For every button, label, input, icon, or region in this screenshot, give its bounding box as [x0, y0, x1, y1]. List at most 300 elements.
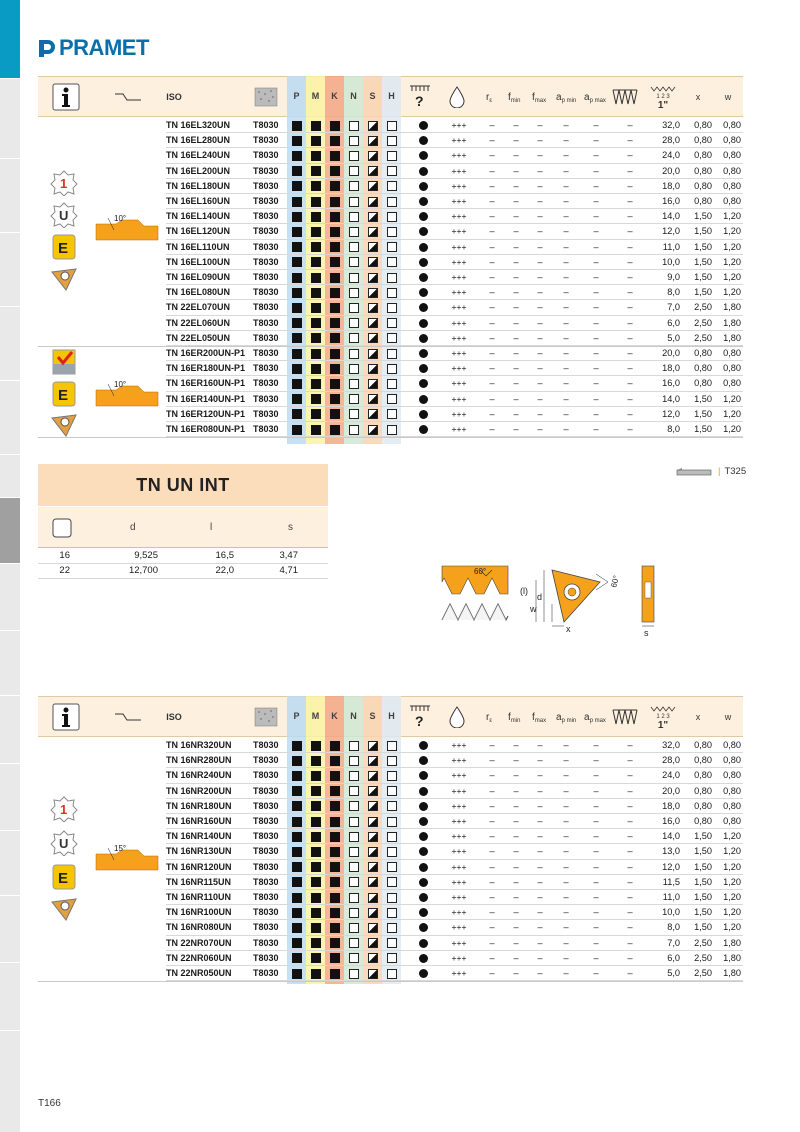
rating: +++ — [451, 393, 467, 404]
material-h-suitability — [387, 938, 397, 948]
label-s: s — [644, 628, 649, 638]
empty-value: – — [593, 937, 599, 948]
group-separator — [38, 437, 743, 438]
empty-value: – — [489, 424, 495, 434]
thread-angle-label: 60° — [474, 567, 487, 576]
tpi-label: 1" — [657, 99, 669, 111]
empty-value: – — [593, 211, 599, 222]
material-s-suitability — [368, 257, 378, 267]
grade: T8030 — [253, 135, 279, 146]
material-n-suitability — [349, 303, 359, 313]
empty-value: – — [627, 165, 633, 176]
product-code: TN 16EL090UN — [166, 272, 231, 282]
material-p-suitability — [292, 817, 302, 827]
empty-value: – — [489, 800, 495, 811]
pitch-value: 5,0 — [667, 968, 680, 978]
material-h-suitability — [387, 801, 397, 811]
material-n-header: N — [344, 696, 363, 984]
material-p-suitability — [292, 832, 302, 842]
empty-value: – — [513, 740, 519, 750]
empty-value: – — [563, 907, 569, 918]
insert-shape-icon — [50, 266, 78, 292]
table-row[interactable] — [166, 133, 743, 148]
insert-square-icon — [50, 516, 74, 540]
empty-value: – — [563, 816, 569, 826]
material-k-suitability — [330, 969, 340, 979]
header-fmin-symbol: f — [508, 711, 511, 723]
empty-value: – — [563, 937, 569, 948]
material-s-suitability — [368, 817, 378, 827]
material-n-suitability — [349, 969, 359, 979]
table-row[interactable] — [166, 951, 743, 966]
pitch-value: 18,0 — [662, 800, 680, 811]
header-fmax-symbol: f — [532, 711, 535, 723]
empty-value: – — [513, 393, 519, 404]
material-s-suitability — [368, 288, 378, 298]
coolant-dot — [419, 832, 428, 841]
material-p-suitability — [292, 333, 302, 343]
material-n-suitability — [349, 242, 359, 252]
material-m-suitability — [311, 333, 321, 343]
rating: +++ — [451, 317, 467, 328]
material-s-suitability — [368, 212, 378, 222]
brand-name: PRAMET — [59, 35, 149, 60]
table-row[interactable] — [166, 300, 743, 315]
dimension-table-title: TN UN INT — [38, 464, 328, 506]
table-row[interactable] — [166, 240, 743, 255]
empty-value: – — [593, 256, 599, 267]
material-n-suitability — [349, 953, 359, 963]
info-icon[interactable] — [46, 77, 86, 117]
product-code: TN 22EL070UN — [166, 302, 231, 313]
empty-value: – — [593, 892, 599, 902]
material-n-suitability — [349, 288, 359, 298]
empty-value: – — [627, 770, 633, 781]
empty-value: – — [513, 272, 519, 282]
pitch-value: 14,0 — [662, 211, 680, 222]
material-m-suitability — [311, 877, 321, 887]
empty-value: – — [513, 968, 519, 978]
empty-value: – — [537, 378, 543, 389]
material-m-suitability — [311, 288, 321, 298]
empty-value: – — [537, 408, 543, 419]
w-value: 1,20 — [723, 256, 741, 267]
coolant-dot — [419, 893, 428, 902]
empty-value: – — [489, 150, 495, 161]
table-row[interactable] — [166, 829, 743, 844]
w-value: 0,80 — [723, 378, 741, 389]
empty-value: – — [563, 846, 569, 857]
material-k-suitability — [330, 908, 340, 918]
material-k-suitability — [330, 181, 340, 191]
material-s-suitability — [368, 801, 378, 811]
empty-value: – — [537, 740, 543, 750]
empty-value: – — [627, 272, 633, 282]
pitch-value: 8,0 — [667, 922, 680, 933]
table-row[interactable] — [166, 194, 743, 209]
material-s-suitability — [368, 893, 378, 903]
material-m-suitability — [311, 893, 321, 903]
one-pass-icon — [50, 796, 78, 822]
material-p-suitability — [292, 121, 302, 131]
material-p-suitability — [292, 303, 302, 313]
empty-value: – — [627, 861, 633, 872]
coolant-dot — [419, 243, 428, 252]
product-code: TN 16NR110UN — [166, 892, 232, 902]
coolant-dot — [419, 167, 428, 176]
pitch-value: 7,0 — [667, 937, 680, 948]
header-fmax-symbol: f — [532, 91, 535, 103]
empty-value: – — [489, 846, 495, 857]
table-row[interactable] — [166, 422, 743, 437]
table-row[interactable] — [166, 255, 743, 270]
grade: T8030 — [253, 226, 279, 237]
rating: +++ — [451, 907, 467, 918]
empty-value: – — [513, 287, 519, 298]
header-rc-subscript: ε — [489, 98, 493, 104]
empty-value: – — [537, 256, 543, 267]
x-value: 1,50 — [694, 876, 712, 887]
empty-value: – — [513, 165, 519, 176]
product-code: TN 16NR160UN — [166, 816, 232, 826]
coolant-dot — [419, 136, 428, 145]
empty-value: – — [513, 363, 519, 374]
tpi-thread-icon — [650, 704, 676, 714]
header-apmax-symbol: a — [584, 711, 590, 723]
coolant-dot — [419, 939, 428, 948]
grade: T8030 — [253, 393, 279, 404]
empty-value: – — [489, 241, 495, 252]
empty-value: – — [537, 287, 543, 298]
empty-value: – — [593, 196, 599, 206]
empty-value: – — [627, 256, 633, 267]
material-p-suitability — [292, 288, 302, 298]
material-m-suitability — [311, 166, 321, 176]
empty-value: – — [537, 135, 543, 146]
product-code: TN 16EL100UN — [166, 256, 231, 267]
material-s-suitability — [368, 349, 378, 359]
table-row[interactable] — [166, 179, 743, 194]
grade: T8030 — [253, 256, 279, 267]
empty-value: – — [563, 363, 569, 374]
table-row[interactable] — [166, 270, 743, 285]
empty-value: – — [537, 211, 543, 222]
empty-value: – — [537, 165, 543, 176]
grade: T8030 — [253, 755, 279, 766]
rating: +++ — [451, 211, 467, 222]
material-p-suitability — [292, 379, 302, 389]
page-number: T166 — [38, 1098, 61, 1109]
table-row[interactable] — [166, 860, 743, 875]
empty-value: – — [513, 408, 519, 419]
grade: T8030 — [253, 150, 279, 161]
empty-value: – — [489, 302, 495, 313]
header-fmin-subscript: min — [510, 718, 521, 724]
insert-side-view — [642, 566, 654, 638]
x-value: 1,50 — [694, 256, 712, 267]
coolant-dot — [419, 425, 428, 434]
empty-value: – — [593, 770, 599, 781]
brand-logo — [38, 36, 149, 60]
grade: T8030 — [253, 770, 279, 781]
product-code: TN 16NR130UN — [166, 846, 232, 857]
x-value: 1,50 — [694, 287, 712, 298]
coolant-dot — [419, 954, 428, 963]
table-row[interactable] — [166, 118, 743, 133]
header-rc-symbol: r — [486, 711, 490, 723]
x-value: 0,80 — [694, 770, 712, 781]
tpi-numbers: 1 2 3 — [656, 93, 670, 100]
material-p-suitability — [292, 908, 302, 918]
help-insert-icon[interactable] — [405, 697, 435, 737]
empty-value: – — [537, 922, 543, 933]
pitch-value: 8,0 — [667, 424, 680, 434]
w-value: 0,80 — [723, 165, 741, 176]
product-code: TN 16NR240UN — [166, 770, 232, 781]
product-code: TN 16EL080UN — [166, 287, 231, 298]
material-s-suitability — [368, 242, 378, 252]
material-s-suitability — [368, 923, 378, 933]
material-k-suitability — [330, 121, 340, 131]
table-row[interactable] — [166, 920, 743, 935]
material-n-suitability — [349, 786, 359, 796]
rating: +++ — [451, 937, 467, 948]
empty-value: – — [537, 120, 543, 130]
material-h-suitability — [387, 136, 397, 146]
header-apmin-subscript: p min — [561, 718, 577, 724]
empty-value: – — [627, 785, 633, 796]
table-row[interactable] — [166, 844, 743, 859]
product-code: TN 22NR050UN — [166, 968, 232, 978]
table-row[interactable] — [166, 753, 743, 768]
table-row[interactable] — [166, 346, 743, 361]
header-apmin-symbol: a — [556, 711, 562, 723]
product-code: TN 16ER160UN-P1 — [166, 378, 246, 389]
side-section-tab[interactable] — [0, 497, 20, 563]
pitch-value: 28,0 — [662, 755, 680, 766]
empty-value: – — [563, 180, 569, 191]
header-apmin — [556, 697, 586, 737]
material-h-suitability — [387, 394, 397, 404]
rating: +++ — [451, 332, 467, 343]
empty-value: – — [627, 408, 633, 419]
material-p-suitability — [292, 409, 302, 419]
rating: +++ — [451, 256, 467, 267]
material-h-suitability — [387, 893, 397, 903]
empty-value: – — [513, 196, 519, 206]
chipbreaker-icon — [50, 349, 78, 375]
empty-value: – — [593, 424, 599, 434]
empty-value: – — [489, 408, 495, 419]
table-row[interactable] — [166, 209, 743, 224]
x-value: 2,50 — [694, 952, 712, 963]
coolant-drop-icon — [445, 697, 469, 737]
empty-value: – — [563, 272, 569, 282]
material-k-suitability — [330, 953, 340, 963]
table-row[interactable] — [166, 148, 743, 163]
table-row[interactable] — [166, 376, 743, 391]
material-m-suitability — [311, 303, 321, 313]
w-value: 1,20 — [723, 393, 741, 404]
coolant-dot — [419, 182, 428, 191]
table-row[interactable] — [166, 316, 743, 331]
rating: +++ — [451, 876, 467, 887]
dim-size: 22 — [59, 565, 70, 576]
material-m-suitability — [311, 318, 321, 328]
material-n-suitability — [349, 425, 359, 435]
side-divider — [0, 232, 20, 233]
table-row[interactable] — [166, 768, 743, 783]
material-p-header: P — [287, 696, 306, 984]
empty-value: – — [593, 135, 599, 146]
material-m-suitability — [311, 756, 321, 766]
table-row[interactable] — [166, 784, 743, 799]
dimension-row — [38, 549, 328, 564]
x-value: 2,50 — [694, 968, 712, 978]
material-p-suitability — [292, 847, 302, 857]
material-k-suitability — [330, 938, 340, 948]
table-row[interactable] — [166, 331, 743, 346]
material-n-suitability — [349, 257, 359, 267]
pitch-value: 11,0 — [662, 241, 680, 252]
material-n-suitability — [349, 923, 359, 933]
empty-value: – — [537, 424, 543, 434]
table-row[interactable] — [166, 361, 743, 376]
material-p-suitability — [292, 349, 302, 359]
material-n-suitability — [349, 318, 359, 328]
table-row[interactable] — [166, 814, 743, 829]
empty-value: – — [513, 922, 519, 933]
empty-value: – — [627, 241, 633, 252]
label-l: (l) — [520, 586, 528, 596]
table-row[interactable] — [166, 966, 743, 981]
material-m-suitability — [311, 364, 321, 374]
material-h-suitability — [387, 333, 397, 343]
w-value: 1,20 — [723, 287, 741, 298]
grade: T8030 — [253, 892, 279, 902]
side-divider — [0, 78, 20, 79]
empty-value: – — [513, 770, 519, 781]
empty-value: – — [489, 135, 495, 146]
empty-value: – — [513, 211, 519, 222]
table-row[interactable] — [166, 905, 743, 920]
table-row[interactable] — [166, 799, 743, 814]
header-fmax-subscript: max — [534, 98, 547, 104]
x-value: 0,80 — [694, 348, 712, 358]
table-row[interactable] — [166, 936, 743, 951]
material-h-suitability — [387, 908, 397, 918]
empty-value: – — [563, 740, 569, 750]
info-icon[interactable] — [46, 697, 86, 737]
svg-text:1: 1 — [60, 802, 68, 817]
material-k-suitability — [330, 151, 340, 161]
empty-value: – — [489, 968, 495, 978]
grade: T8030 — [253, 922, 279, 933]
material-k-suitability — [330, 832, 340, 842]
material-m-suitability — [311, 379, 321, 389]
coolant-dot — [419, 787, 428, 796]
empty-value: – — [563, 241, 569, 252]
empty-value: – — [593, 785, 599, 796]
grade-texture-icon — [251, 77, 281, 117]
table-row[interactable] — [166, 407, 743, 422]
universal-icon — [50, 202, 78, 228]
empty-value: – — [489, 937, 495, 948]
product-code: TN 16EL110UN — [166, 241, 230, 252]
empty-value: – — [593, 317, 599, 328]
material-n-suitability — [349, 181, 359, 191]
x-value: 1,50 — [694, 907, 712, 918]
material-p-suitability — [292, 923, 302, 933]
table-row[interactable] — [166, 392, 743, 407]
material-s-suitability — [368, 877, 378, 887]
x-value: 1,50 — [694, 846, 712, 857]
empty-value: – — [513, 846, 519, 857]
empty-value: – — [513, 892, 519, 902]
material-n-suitability — [349, 771, 359, 781]
table-row[interactable] — [166, 164, 743, 179]
dim-l: 22,0 — [215, 565, 234, 576]
material-p-suitability — [292, 394, 302, 404]
side-divider — [0, 497, 20, 498]
empty-value: – — [563, 135, 569, 146]
material-m-suitability — [311, 938, 321, 948]
insert-profile-nr — [94, 846, 160, 877]
material-k-suitability — [330, 364, 340, 374]
material-m-suitability — [311, 242, 321, 252]
rating: +++ — [451, 287, 467, 298]
empty-value: – — [627, 740, 633, 750]
help-insert-icon[interactable] — [405, 77, 435, 117]
x-value: 0,80 — [694, 135, 712, 146]
coolant-drop-icon — [445, 77, 469, 117]
material-h-suitability — [387, 817, 397, 827]
rating: +++ — [451, 785, 467, 796]
rating: +++ — [451, 226, 467, 237]
empty-value: – — [563, 755, 569, 766]
coolant-dot — [419, 923, 428, 932]
x-value: 0,80 — [694, 363, 712, 374]
pitch-value: 16,0 — [662, 196, 680, 206]
material-p-suitability — [292, 756, 302, 766]
empty-value: – — [537, 272, 543, 282]
material-p-suitability — [292, 181, 302, 191]
grade: T8030 — [253, 287, 279, 298]
side-divider — [0, 158, 20, 159]
coolant-dot — [419, 319, 428, 328]
table-row[interactable] — [166, 224, 743, 239]
material-p-suitability — [292, 953, 302, 963]
pitch-value: 32,0 — [662, 740, 680, 750]
grade: T8030 — [253, 876, 279, 887]
table-row[interactable] — [166, 890, 743, 905]
product-code: TN 22EL060UN — [166, 317, 231, 328]
empty-value: – — [563, 892, 569, 902]
material-k-suitability — [330, 379, 340, 389]
grade: T8030 — [253, 363, 279, 374]
coolant-dot — [419, 197, 428, 206]
material-k-suitability — [330, 333, 340, 343]
empty-value: – — [563, 302, 569, 313]
w-value: 0,80 — [723, 755, 741, 766]
table-row[interactable] — [166, 738, 743, 753]
empty-value: – — [513, 816, 519, 826]
w-value: 0,80 — [723, 785, 741, 796]
table-row[interactable] — [166, 285, 743, 300]
material-h-header: H — [382, 76, 401, 444]
table-row[interactable] — [166, 875, 743, 890]
empty-value: – — [627, 846, 633, 857]
